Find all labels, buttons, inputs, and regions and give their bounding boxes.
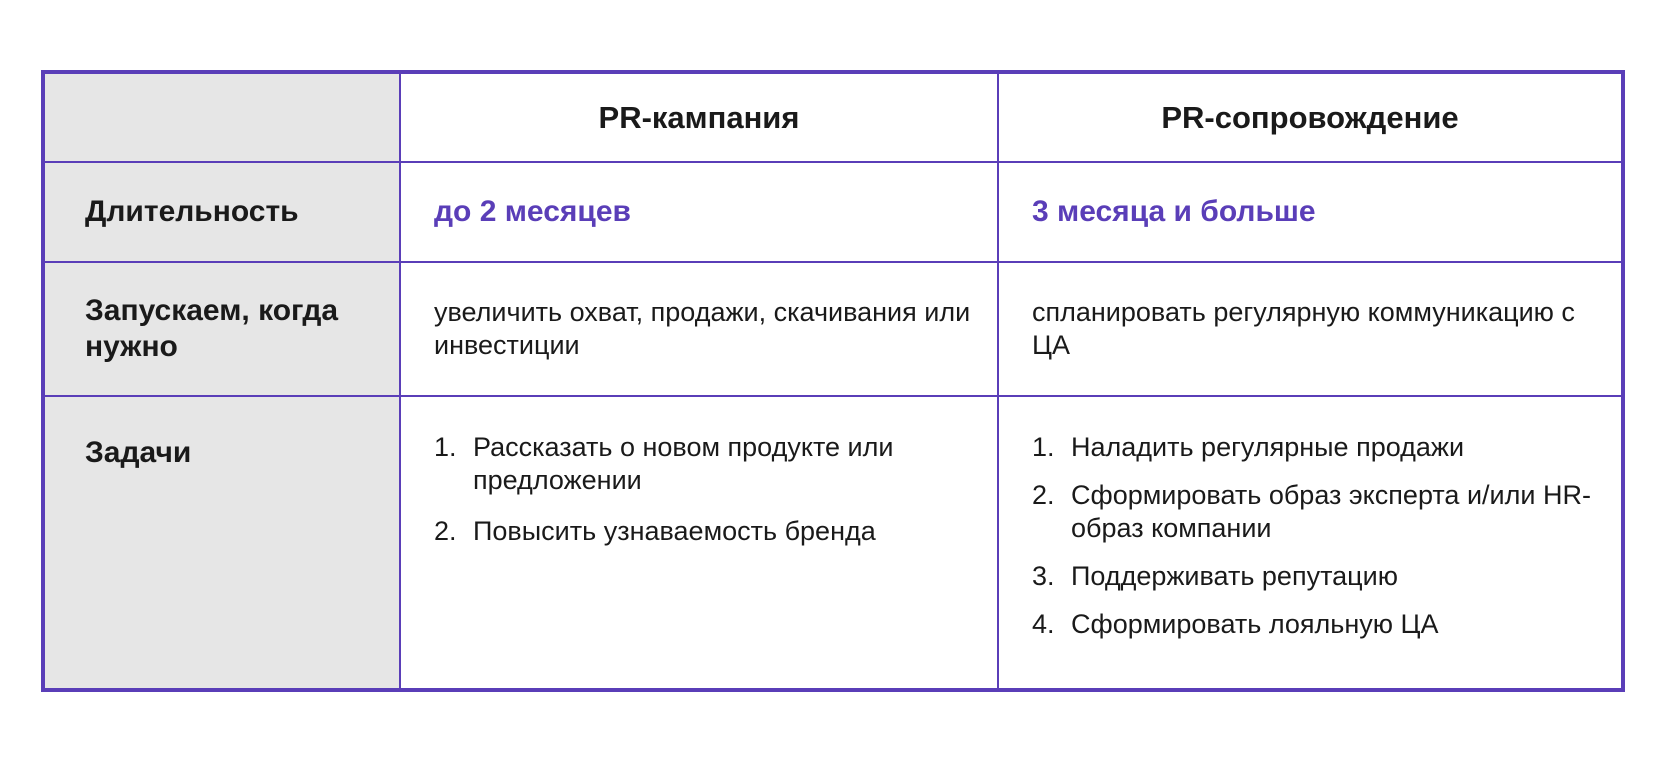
- list-item-text: Сформировать лояльную ЦА: [1071, 609, 1439, 639]
- list-item-number: 1.: [434, 432, 457, 462]
- header-pr-support: PR-сопровождение: [998, 72, 1623, 162]
- list-item-number: 2.: [434, 516, 457, 546]
- list-item-text: Поддерживать репутацию: [1071, 561, 1398, 591]
- duration-label: Длительность: [43, 162, 400, 262]
- header-corner-cell: [43, 72, 400, 162]
- list-item: [434, 515, 977, 548]
- list-item: [434, 431, 977, 497]
- launch-row: [43, 262, 1623, 396]
- tasks-row: [43, 396, 1623, 690]
- list-item-number: 1.: [1032, 432, 1055, 462]
- header-pr-campaign: PR-кампания: [400, 72, 998, 162]
- list-item-text: Наладить регулярные продажи: [1071, 432, 1465, 462]
- tasks-campaign-cell: [400, 396, 998, 690]
- duration-support-value: 3 месяца и больше: [998, 162, 1623, 262]
- tasks-support-cell: [998, 396, 1623, 690]
- list-item: [1032, 479, 1601, 545]
- launch-campaign-value: увеличить охват, продажи, скачивания или инвестиции: [400, 262, 998, 396]
- list-item-text: Повысить узнаваемость бренда: [473, 516, 876, 546]
- launch-support-value: спланировать регулярную коммуникацию с ЦА: [998, 262, 1623, 396]
- list-item-number: 3.: [1032, 561, 1055, 591]
- list-item-text: Сформировать образ эксперта и/или HR-образ компании: [1071, 480, 1591, 543]
- tasks-support-list: [1032, 431, 1601, 641]
- tasks-label: Задачи: [43, 396, 400, 690]
- comparison-table: [41, 70, 1625, 692]
- list-item: [1032, 431, 1601, 464]
- list-item-text: Рассказать о новом продукте или предложении: [473, 432, 894, 495]
- list-item-number: 2.: [1032, 480, 1055, 510]
- list-item: [1032, 608, 1601, 641]
- table-header-row: [43, 72, 1623, 162]
- list-item-number: 4.: [1032, 609, 1055, 639]
- tasks-campaign-list: [434, 431, 977, 548]
- duration-campaign-value: до 2 месяцев: [400, 162, 998, 262]
- list-item: [1032, 560, 1601, 593]
- launch-label: Запускаем, когда нужно: [43, 262, 400, 396]
- duration-row: [43, 162, 1623, 262]
